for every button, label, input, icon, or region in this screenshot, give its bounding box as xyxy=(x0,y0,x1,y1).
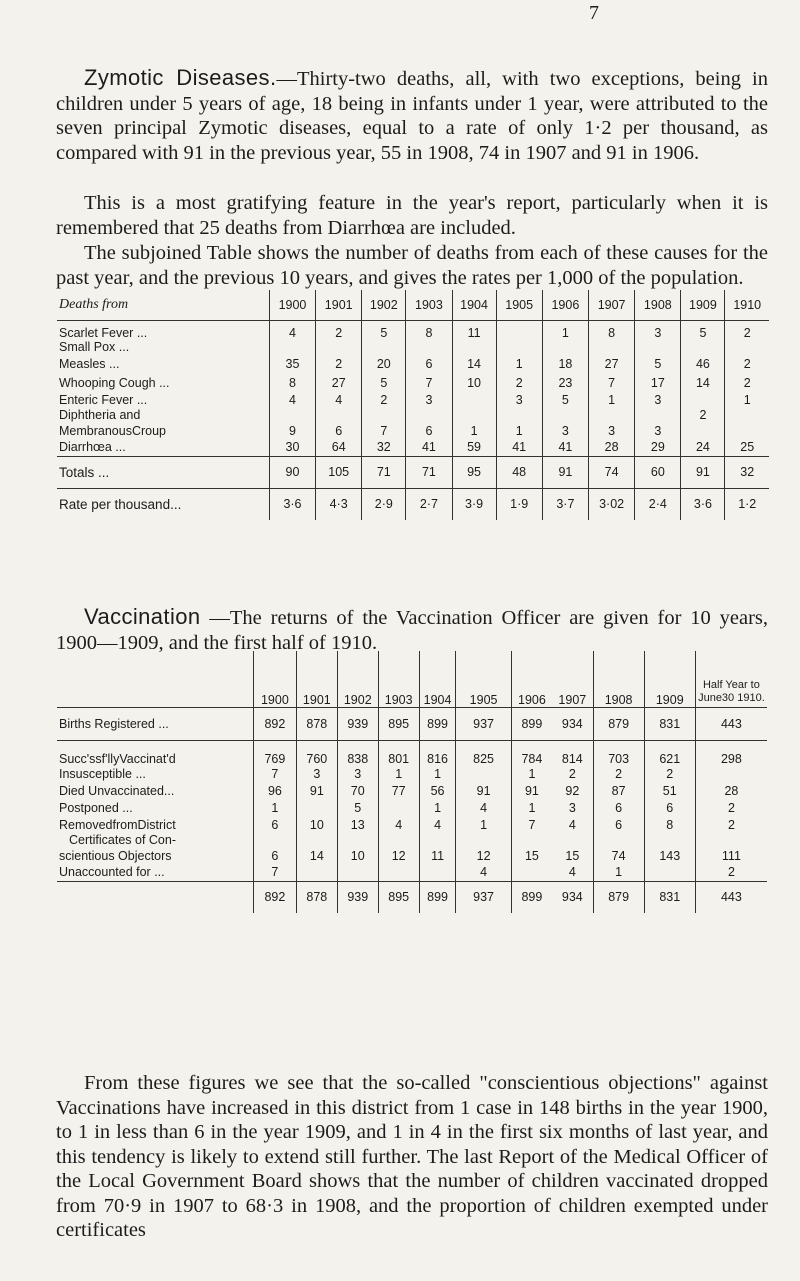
table-cell: 6 xyxy=(253,816,296,833)
table-intro-paragraph xyxy=(56,241,768,290)
table-cell xyxy=(695,833,767,847)
table-cell: 7 xyxy=(253,766,296,782)
rate-cell: 1·2 xyxy=(725,488,769,520)
table-cell: 111 xyxy=(695,847,767,864)
table-cell xyxy=(419,864,456,881)
table-cell xyxy=(452,340,496,354)
row-label: RemovedfromDistrict xyxy=(59,817,176,832)
vaccination-text: —The returns of the Vaccination Officer are given for 10 years, 1900—1909, and the first half of 1910. xyxy=(56,607,769,654)
table-cell: 92 xyxy=(565,783,580,798)
table-cell: 96 xyxy=(253,782,296,799)
table-cell xyxy=(406,340,452,354)
table-cell: 1 xyxy=(419,766,456,782)
table-cell: 4 xyxy=(378,816,419,833)
table-cell xyxy=(725,340,769,354)
table-cell: 621 xyxy=(644,740,695,766)
row-label: Postponed ... xyxy=(57,799,253,816)
table-cell: 4 xyxy=(419,816,456,833)
table-cell: 3 xyxy=(406,391,452,408)
total-cell: 71 xyxy=(406,456,452,488)
rate-cell: 2·4 xyxy=(635,488,681,520)
row-label: Measles ... xyxy=(57,354,269,374)
table-cell xyxy=(681,340,725,354)
deaths-table xyxy=(57,290,769,520)
table-cell: 1 xyxy=(725,391,769,408)
table-cell xyxy=(253,833,296,847)
table-cell: 10 xyxy=(337,847,378,864)
table-cell: 3 xyxy=(635,391,681,408)
table-cell: 41 xyxy=(406,439,452,456)
total-cell: 32 xyxy=(725,456,769,488)
table-cell: 1 xyxy=(419,799,456,816)
births-cell: 831 xyxy=(644,707,695,740)
table-cell: 1 xyxy=(542,320,588,340)
table-cell: 41 xyxy=(542,439,588,456)
table-cell: 91 xyxy=(456,782,511,799)
year-header: 1907 xyxy=(589,290,635,320)
table-cell: 91 xyxy=(511,782,552,799)
year-header: 1906 xyxy=(542,290,588,320)
table-cell: 4 xyxy=(568,817,576,832)
table-cell xyxy=(452,408,496,422)
table-cell: 1 xyxy=(589,391,635,408)
table-cell: 29 xyxy=(635,439,681,456)
table-cell xyxy=(496,320,542,340)
table-cell: 7 xyxy=(511,816,552,833)
table-cell: 2 xyxy=(316,354,362,374)
table-cell: 5 xyxy=(362,320,406,340)
table-cell: 70 xyxy=(337,782,378,799)
table-cell: 4 xyxy=(456,864,511,881)
year-header: 1903 xyxy=(378,651,419,707)
table-cell: 9 xyxy=(269,422,315,439)
total-cell: 48 xyxy=(496,456,542,488)
totals-row xyxy=(57,456,769,488)
total-cell: 71 xyxy=(362,456,406,488)
births-cell: 934 xyxy=(561,716,583,731)
table-cell: 6 xyxy=(316,422,362,439)
births-cell: 878 xyxy=(296,707,337,740)
year-header: 1908 xyxy=(635,290,681,320)
total-cell: 831 xyxy=(644,881,695,913)
zymotic-text: —Thirty-two deaths, all, with two exceptions, being in children under 5 years of age, 18 being in infants under 1 year, were attributed to the seven principal Zymotic diseases, equal to a rate of only 1·2 per thousand, as compared with 91 in the previous year, 55 in 1908, 74 in 1907 and 91 in 1906. xyxy=(56,68,769,164)
table-cell xyxy=(296,799,337,816)
table-cell: 7 xyxy=(362,422,406,439)
table-cell xyxy=(362,408,406,422)
row-label: Whooping Cough ... xyxy=(57,374,269,391)
row-label: Diphtheria and xyxy=(59,408,141,422)
row-label: Scarlet Fever ... xyxy=(57,320,269,340)
table-cell: 838 xyxy=(337,740,378,766)
year-header: 1910 xyxy=(725,290,769,320)
total-cell: 939 xyxy=(337,881,378,913)
table-cell: 27 xyxy=(589,354,635,374)
table-cell xyxy=(337,864,378,881)
table-row xyxy=(57,740,767,766)
year-header: 1904 xyxy=(419,651,456,707)
total-cell: 895 xyxy=(378,881,419,913)
table-row xyxy=(57,422,769,439)
row-label: Enteric Fever ... xyxy=(57,391,269,408)
table-row xyxy=(57,340,769,354)
table-cell: 8 xyxy=(644,816,695,833)
table-cell: 28 xyxy=(589,439,635,456)
table-cell: 23 xyxy=(542,374,588,391)
births-cell: 879 xyxy=(593,707,644,740)
row-label: Certificates of Con- xyxy=(69,833,176,847)
year-header: 1905 xyxy=(496,290,542,320)
conscientious-paragraph xyxy=(56,1071,768,1243)
vaccination-paragraph xyxy=(56,605,768,655)
table-cell: 6 xyxy=(406,354,452,374)
table-cell: 11 xyxy=(419,847,456,864)
table-cell xyxy=(496,408,542,422)
births-cell: 937 xyxy=(456,707,511,740)
table-cell: 8 xyxy=(269,374,315,391)
table-row xyxy=(57,782,767,799)
year-header: 1906 xyxy=(511,651,552,707)
table-cell: 74 xyxy=(593,847,644,864)
births-cell: 939 xyxy=(337,707,378,740)
table-cell: 2 xyxy=(725,374,769,391)
table-cell xyxy=(496,340,542,354)
births-row xyxy=(57,707,767,740)
table-cell xyxy=(589,408,635,422)
year-header: 1904 xyxy=(452,290,496,320)
table-cell xyxy=(589,340,635,354)
table-cell: 6 xyxy=(644,799,695,816)
row-label: Died Unvaccinated... xyxy=(59,783,175,798)
rate-cell: 3·9 xyxy=(452,488,496,520)
page-number: 7 xyxy=(589,2,599,24)
year-header: 1902 xyxy=(337,651,378,707)
year-header: 1902 xyxy=(362,290,406,320)
table-cell xyxy=(542,340,588,354)
total-cell: 892 xyxy=(253,881,296,913)
table-cell: 32 xyxy=(362,439,406,456)
table-cell xyxy=(269,340,315,354)
table-cell: 1 xyxy=(378,766,419,782)
table-cell xyxy=(725,408,769,422)
table-cell: 5 xyxy=(337,799,378,816)
totals-row xyxy=(57,881,767,913)
table-cell: 6 xyxy=(253,847,296,864)
table-cell: 1 xyxy=(511,766,552,782)
table-cell xyxy=(269,408,315,422)
row-label: scientious Objectors xyxy=(59,848,172,863)
table-cell: 801 xyxy=(378,740,419,766)
table-cell xyxy=(378,799,419,816)
table-cell: 15 xyxy=(511,847,552,864)
table-cell xyxy=(337,833,378,847)
year-header: 1901 xyxy=(316,290,362,320)
table-row xyxy=(57,816,767,833)
table-cell xyxy=(406,408,452,422)
table-cell: 298 xyxy=(695,740,767,766)
table-cell xyxy=(316,340,362,354)
births-cell: 899 xyxy=(419,707,456,740)
table-cell: 2 xyxy=(695,816,767,833)
table-cell: 64 xyxy=(316,439,362,456)
table-cell xyxy=(296,833,337,847)
table-cell: 46 xyxy=(681,354,725,374)
table-cell: 14 xyxy=(681,374,725,391)
table-cell: 143 xyxy=(644,847,695,864)
table-cell xyxy=(419,833,456,847)
total-cell: 91 xyxy=(681,456,725,488)
table-cell: 10 xyxy=(296,816,337,833)
table-row xyxy=(57,391,769,408)
table-cell: 2 xyxy=(695,799,767,816)
table-cell: 7 xyxy=(589,374,635,391)
table-cell xyxy=(511,833,552,847)
table-cell: 27 xyxy=(316,374,362,391)
table-cell xyxy=(644,864,695,881)
table-cell xyxy=(644,833,695,847)
table-cell: 2 xyxy=(695,864,767,881)
table-cell: 1 xyxy=(511,799,552,816)
table-cell: 2 xyxy=(593,766,644,782)
table-cell: 2 xyxy=(681,408,725,422)
table-cell: 7 xyxy=(253,864,296,881)
totals-label: Totals ... xyxy=(57,456,269,488)
table-cell: 3 xyxy=(589,422,635,439)
table-cell: 11 xyxy=(452,320,496,340)
rate-cell: 2·7 xyxy=(406,488,452,520)
table-cell: 6 xyxy=(593,816,644,833)
gratifying-paragraph xyxy=(56,191,768,240)
table-cell: 2 xyxy=(568,767,576,781)
table-cell: 77 xyxy=(378,782,419,799)
total-cell: 879 xyxy=(593,881,644,913)
rate-cell: 3·6 xyxy=(269,488,315,520)
table-cell xyxy=(635,408,681,422)
year-header: 1907 xyxy=(558,692,587,707)
table-cell: 1 xyxy=(496,354,542,374)
year-header: 1903 xyxy=(406,290,452,320)
table-cell xyxy=(316,408,362,422)
total-cell: 105 xyxy=(316,456,362,488)
table-cell: 760 xyxy=(296,740,337,766)
table-cell: 825 xyxy=(456,740,511,766)
vaccination-heading: Vaccination xyxy=(84,604,201,629)
births-cell: 899 xyxy=(511,707,552,740)
table-intro-text: The subjoined Table shows the number of deaths from each of these causes for the past year, and the previous 10 years, and gives the rates per 1,000 of the population. xyxy=(56,242,768,289)
table-cell: 35 xyxy=(269,354,315,374)
table-cell: 5 xyxy=(542,391,588,408)
year-header: 1908 xyxy=(593,651,644,707)
table-cell: 6 xyxy=(406,422,452,439)
table-cell: 13 xyxy=(337,816,378,833)
table-cell: 15 xyxy=(565,848,580,863)
rate-cell: 2·9 xyxy=(362,488,406,520)
row-label: Small Pox ... xyxy=(57,340,269,354)
table-cell: 1 xyxy=(593,864,644,881)
gratifying-text: This is a most gratifying feature in the year's report, particularly when it is remembered that 25 deaths from Diarrhœa are included. xyxy=(56,192,768,239)
conscientious-text: From these figures we see that the so-called "conscientious objections" against Vaccinations have increased in this district from 1 case in 148 births in the year 1900, to 1 in less than 6 in the year 1909, and 1 in 4 in the first six months of last year, and this tendency is likely to extend still further. The last Report of the Medical Officer of the Local Government Board shows that the number of children vaccinated dropped from 70·9 in 1907 to 68·3 in 1908, and the proportion of children exempted under certificates xyxy=(56,1072,768,1241)
year-header: 1909 xyxy=(681,290,725,320)
row-label: Insusceptible ... xyxy=(57,766,253,782)
row-label: Diarrhœa ... xyxy=(57,439,269,456)
births-cell: 895 xyxy=(378,707,419,740)
zymotic-heading: Zymotic Diseases. xyxy=(84,65,277,90)
table-cell: 12 xyxy=(378,847,419,864)
table-cell: 784 xyxy=(511,740,552,766)
table-cell xyxy=(362,340,406,354)
total-cell: 878 xyxy=(296,881,337,913)
table-cell: 3 xyxy=(635,422,681,439)
year-header: 1901 xyxy=(296,651,337,707)
total-cell: 443 xyxy=(695,881,767,913)
table-cell xyxy=(378,864,419,881)
zymotic-paragraph xyxy=(56,66,768,165)
births-cell: 892 xyxy=(253,707,296,740)
table-cell: 87 xyxy=(593,782,644,799)
total-cell: 90 xyxy=(269,456,315,488)
table-cell: 2 xyxy=(316,320,362,340)
table-row xyxy=(57,320,769,340)
total-cell: 934 xyxy=(561,890,583,905)
row-label: Succ'ssf'llyVaccinat'd xyxy=(59,752,176,766)
table-cell: 3 xyxy=(296,766,337,782)
row-label: MembranousCroup xyxy=(59,423,166,438)
table-cell xyxy=(542,408,588,422)
table-cell: 10 xyxy=(452,374,496,391)
table-row xyxy=(57,864,767,881)
table-cell xyxy=(593,833,644,847)
table-cell: 2 xyxy=(725,354,769,374)
births-label: Births Registered ... xyxy=(57,707,253,740)
table-cell xyxy=(296,864,337,881)
table-cell: 703 xyxy=(593,740,644,766)
table-row xyxy=(57,439,769,456)
table-row xyxy=(57,766,767,782)
deaths-caption: Deaths from xyxy=(59,296,129,312)
table-cell: 14 xyxy=(296,847,337,864)
table-cell: 30 xyxy=(269,439,315,456)
table-cell: 4 xyxy=(568,865,576,880)
vaccination-table xyxy=(57,651,767,913)
rate-label: Rate per thousand... xyxy=(59,496,182,512)
table-row xyxy=(57,374,769,391)
table-cell xyxy=(456,833,511,847)
table-cell xyxy=(456,766,511,782)
table-cell: 814 xyxy=(561,752,583,766)
total-cell: 899 xyxy=(511,881,552,913)
table-cell: 2 xyxy=(496,374,542,391)
rate-cell: 3·02 xyxy=(589,488,635,520)
table-cell: 8 xyxy=(589,320,635,340)
table-cell xyxy=(681,391,725,408)
year-header: 1905 xyxy=(456,651,511,707)
table-cell: 816 xyxy=(419,740,456,766)
year-header: 1900 xyxy=(269,290,315,320)
table-cell: 1 xyxy=(253,799,296,816)
table-row xyxy=(57,408,769,422)
table-cell: 12 xyxy=(456,847,511,864)
table-cell: 51 xyxy=(644,782,695,799)
table-cell xyxy=(681,422,725,439)
table-cell: 1 xyxy=(452,422,496,439)
table-cell: 7 xyxy=(406,374,452,391)
table-cell: 18 xyxy=(542,354,588,374)
table-cell: 5 xyxy=(635,354,681,374)
table-cell: 56 xyxy=(419,782,456,799)
table-cell xyxy=(695,766,767,782)
table-cell: 14 xyxy=(452,354,496,374)
table-row xyxy=(57,847,767,864)
half-year-header: Half Year to June30 1910. xyxy=(695,651,767,707)
table-cell: 3 xyxy=(568,800,576,815)
rate-cell: 3·6 xyxy=(681,488,725,520)
births-cell: 443 xyxy=(695,707,767,740)
table-row xyxy=(57,354,769,374)
table-cell: 2 xyxy=(725,320,769,340)
table-cell xyxy=(511,864,552,881)
table-cell xyxy=(378,833,419,847)
table-cell: 769 xyxy=(253,740,296,766)
table-cell: 4 xyxy=(269,391,315,408)
table-cell: 41 xyxy=(496,439,542,456)
year-header: 1900 xyxy=(253,651,296,707)
table-cell: 2 xyxy=(362,391,406,408)
table-row xyxy=(57,833,767,847)
table-cell: 4 xyxy=(269,320,315,340)
table-cell: 4 xyxy=(316,391,362,408)
table-cell: 28 xyxy=(695,782,767,799)
table-cell: 1 xyxy=(496,422,542,439)
table-cell: 3 xyxy=(542,422,588,439)
table-cell: 3 xyxy=(635,320,681,340)
table-cell: 3 xyxy=(496,391,542,408)
table-cell: 2 xyxy=(644,766,695,782)
table-cell: 59 xyxy=(452,439,496,456)
table-cell xyxy=(635,340,681,354)
table-cell: 1 xyxy=(456,816,511,833)
table-cell: 3 xyxy=(337,766,378,782)
rate-cell: 3·7 xyxy=(542,488,588,520)
total-cell: 74 xyxy=(589,456,635,488)
total-cell: 899 xyxy=(419,881,456,913)
table-row xyxy=(57,799,767,816)
total-cell: 60 xyxy=(635,456,681,488)
rate-cell: 4·3 xyxy=(316,488,362,520)
table-cell: 4 xyxy=(456,799,511,816)
rate-row xyxy=(57,488,769,520)
table-cell xyxy=(725,422,769,439)
year-header: 1909 xyxy=(644,651,695,707)
total-cell: 95 xyxy=(452,456,496,488)
table-cell: 91 xyxy=(296,782,337,799)
table-cell xyxy=(452,391,496,408)
table-cell: 25 xyxy=(725,439,769,456)
total-cell: 91 xyxy=(542,456,588,488)
table-cell: 6 xyxy=(593,799,644,816)
table-cell: 5 xyxy=(362,374,406,391)
table-cell: 24 xyxy=(681,439,725,456)
table-cell: 8 xyxy=(406,320,452,340)
total-cell: 937 xyxy=(456,881,511,913)
table-cell xyxy=(552,833,593,847)
rate-cell: 1·9 xyxy=(496,488,542,520)
table-cell: 17 xyxy=(635,374,681,391)
row-label: Unaccounted for ... xyxy=(57,864,253,881)
table-cell: 5 xyxy=(681,320,725,340)
table-cell: 20 xyxy=(362,354,406,374)
